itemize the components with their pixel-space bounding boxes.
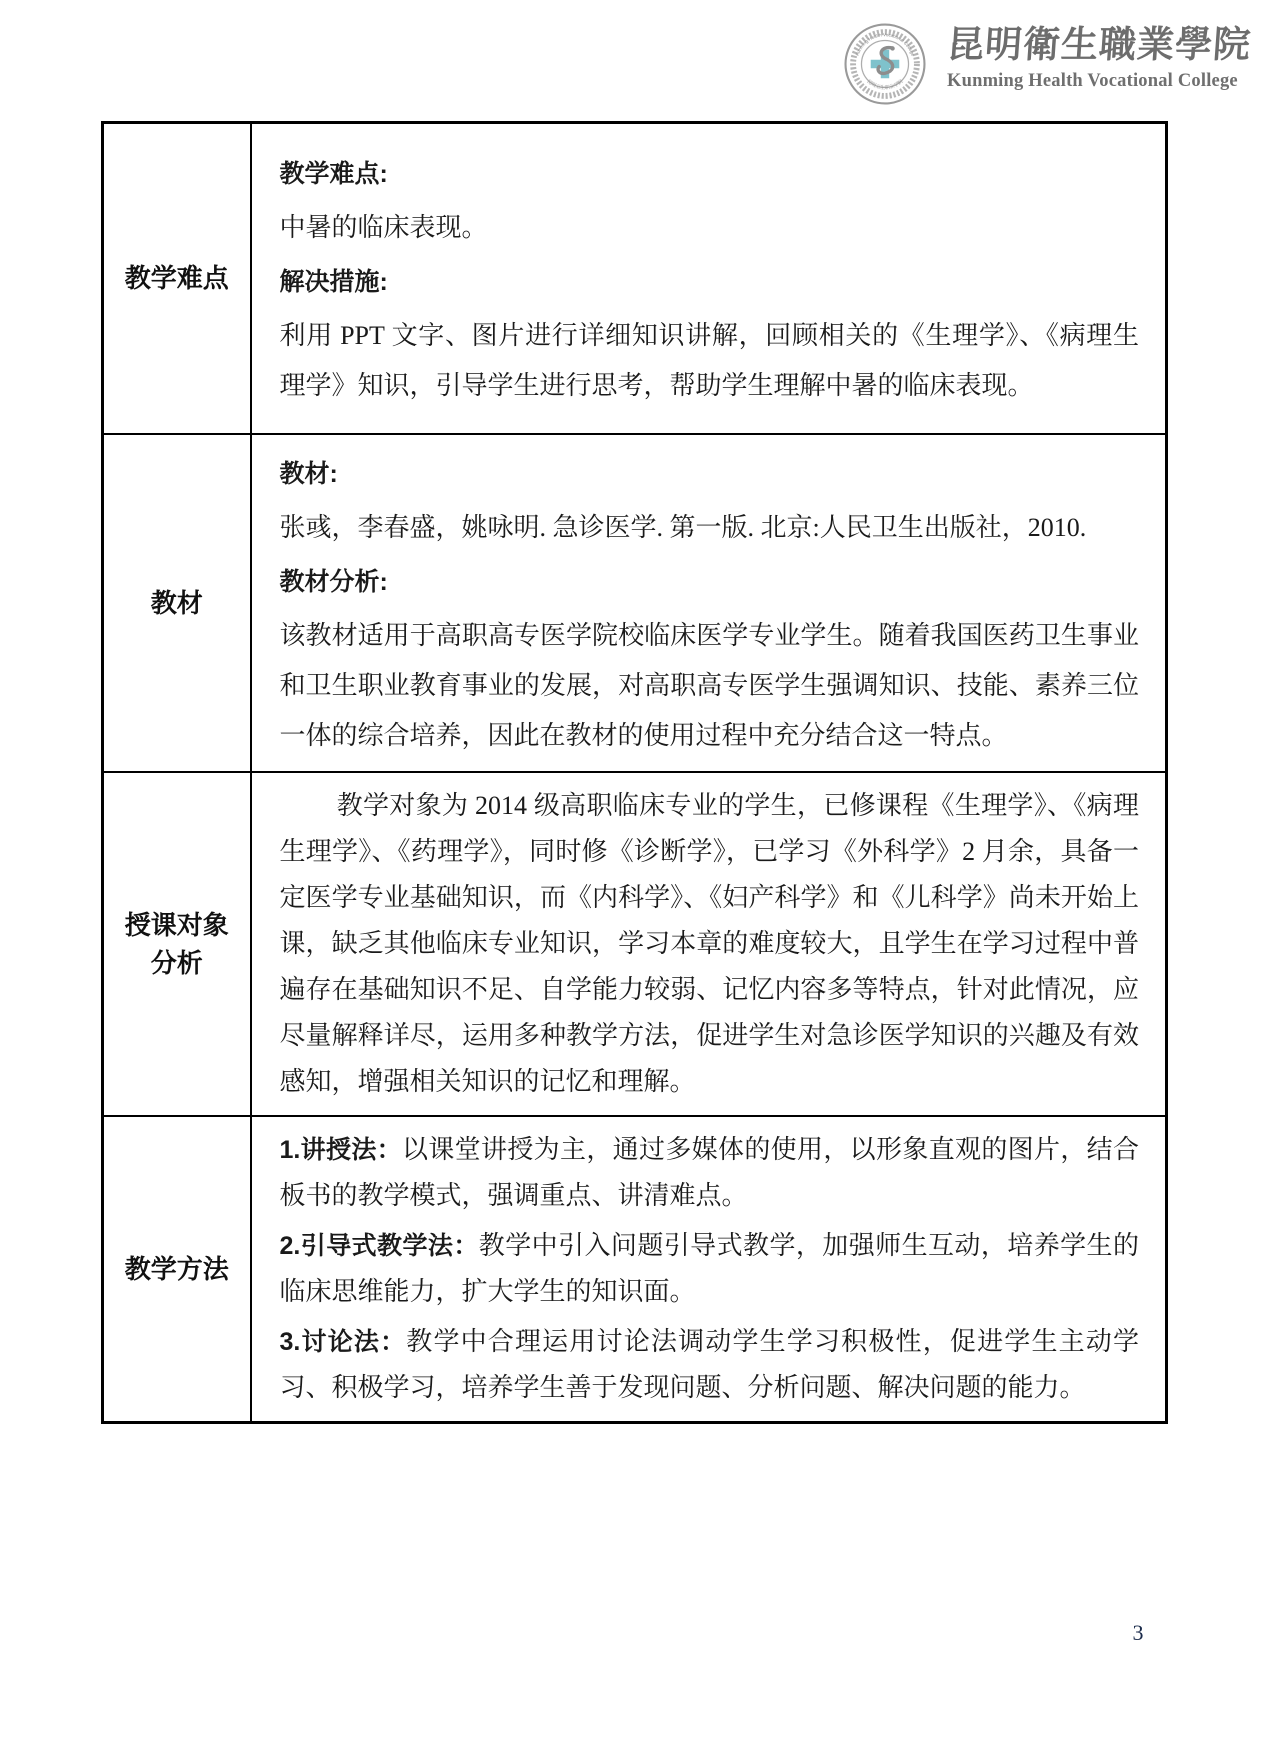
method-text: 教学中引入问题引导式教学，加强师生互动，培养学生的临床思维能力，扩大学生的知识面。 bbox=[279, 1230, 1139, 1306]
method-item-guided bbox=[280, 1223, 1140, 1315]
row-teaching-methods bbox=[103, 1116, 1167, 1423]
method-item-discussion bbox=[280, 1319, 1140, 1411]
row-content-textbook bbox=[251, 434, 1167, 772]
seal-top-text: Kunming Health Vocational College bbox=[854, 32, 916, 57]
row-content-teaching-difficulties bbox=[251, 123, 1167, 434]
body-paragraph: 教学对象为 2014 级高职临床专业的学生，已修课程《生理学》、《病理生理学》、《药理学》，同时修《诊断学》，已学习《外科学》2 月余，具备一定医学专业基础知识，而《内科学》、《妇产科学》和《儿科学》尚未开始上课，缺乏其他临床专业知识，学习本章的难度较大，且学生在学习过程中普遍存在基础知识不足、自学能力较弱、记忆内容多等特点，针对此情况，应尽量解释详尽，运用多种教学方法，促进学生对急诊医学知识的兴趣及有效感知，增强相关知识的记忆和理解。 bbox=[279, 790, 1139, 1096]
row-label-text: 教学难点 bbox=[124, 263, 229, 294]
body-paragraph: 该教材适用于高职高专医学院校临床医学专业学生。随着我国医药卫生事业和卫生职业教育事业的发展，对高职高专医学生强调知识、技能、素养三位一体的综合培养，因此在教材的使用过程中充分结合这一特点。 bbox=[279, 620, 1139, 750]
row-content-audience-analysis bbox=[251, 772, 1167, 1116]
lesson-plan-table bbox=[101, 121, 1168, 1424]
page-number: 3 bbox=[1132, 1620, 1144, 1645]
row-label-text: 教学方法 bbox=[124, 1253, 229, 1284]
row-textbook bbox=[103, 434, 1167, 772]
method-item-lecture bbox=[280, 1127, 1140, 1219]
college-name-zh: 昆明衛生職業學院 bbox=[945, 25, 1253, 66]
body-paragraph: 利用 PPT 文字、图片进行详细知识讲解，回顾相关的《生理学》、《病理生理学》知识，引导学生进行思考，帮助学生理解中暑的临床表现。 bbox=[279, 321, 1139, 401]
textbook-citation: 张彧，李春盛，姚咏明. 急诊医学. 第一版. 北京:人民卫生出版社，2010. bbox=[279, 512, 1087, 542]
college-seal-icon bbox=[843, 22, 927, 106]
row-label-teaching-difficulties bbox=[103, 123, 251, 434]
body-paragraph: 中暑的临床表现。 bbox=[279, 213, 488, 243]
row-label-text: 教材 bbox=[150, 587, 203, 618]
row-teaching-difficulties bbox=[103, 123, 1167, 434]
college-name-en: Kunming Health Vocational College bbox=[947, 71, 1238, 91]
row-label-textbook bbox=[103, 434, 251, 772]
row-audience-analysis bbox=[103, 772, 1167, 1116]
method-text: 以课堂讲授为主，通过多媒体的使用，以形象直观的图片，结合板书的教学模式，强调重点、讲清难点。 bbox=[279, 1134, 1139, 1210]
section-heading-solution: 解决措施: bbox=[279, 268, 388, 297]
method-lead: 1.讲授法： bbox=[279, 1135, 403, 1164]
row-label-audience-analysis bbox=[103, 772, 251, 1116]
college-header bbox=[843, 18, 1263, 110]
college-brand bbox=[947, 24, 1263, 92]
row-content-teaching-methods bbox=[251, 1116, 1167, 1423]
row-label-teaching-methods bbox=[103, 1116, 251, 1423]
seal-bottom-text: 昆明卫生职业学院 bbox=[865, 78, 905, 92]
row-label-text: 授课对象分析 bbox=[124, 909, 229, 978]
section-heading-textbook: 教材: bbox=[279, 459, 338, 488]
method-lead: 2.引导式教学法： bbox=[279, 1231, 479, 1260]
section-heading-textbook-analysis: 教材分析: bbox=[279, 567, 388, 596]
method-lead: 3.讨论法： bbox=[279, 1327, 407, 1356]
section-heading-difficulty: 教学难点: bbox=[279, 160, 388, 189]
method-text: 教学中合理运用讨论法调动学生学习积极性，促进学生主动学习、积极学习，培养学生善于发现问题、分析问题、解决问题的能力。 bbox=[279, 1326, 1139, 1402]
